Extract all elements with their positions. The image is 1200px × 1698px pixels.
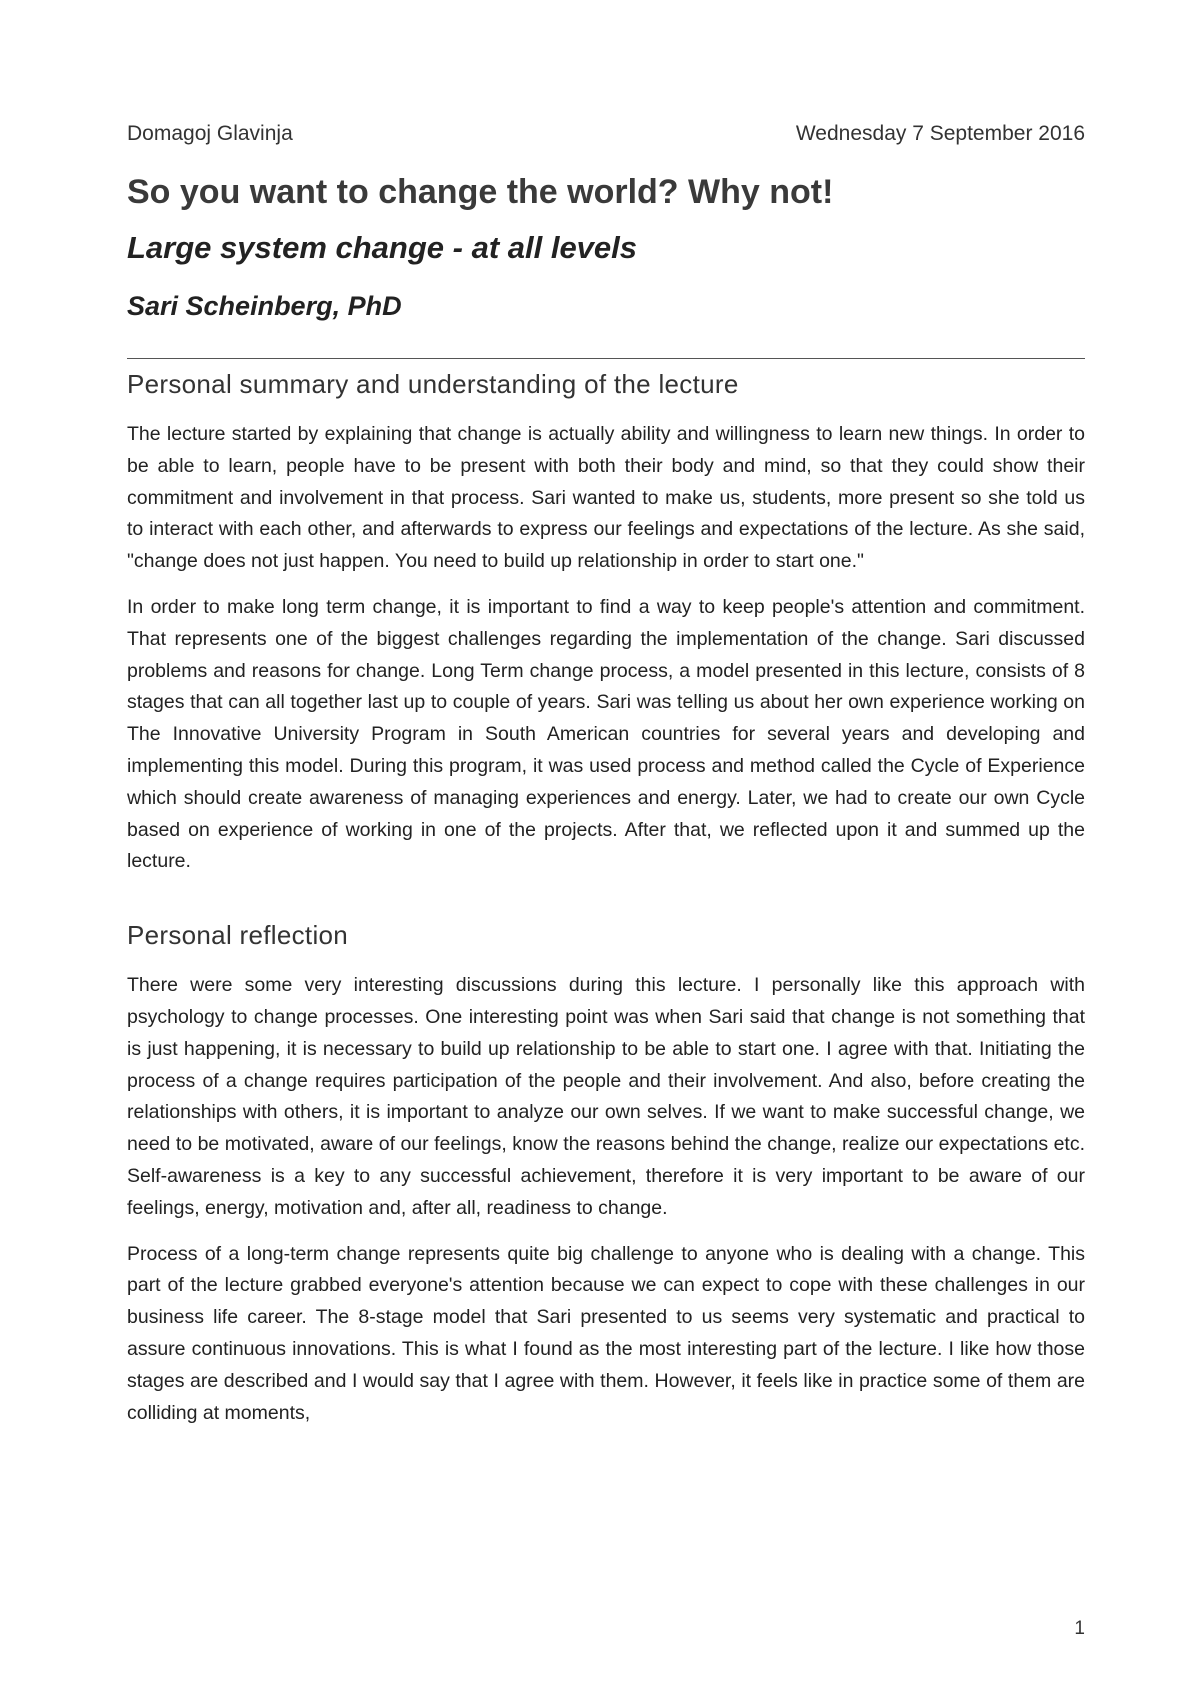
section-heading: Personal summary and understanding of the lecture: [127, 369, 739, 399]
page-content: [127, 120, 1085, 1429]
section-reflection: [127, 918, 1085, 1429]
paragraph: In order to make long term change, it is important to find a way to keep people's attention and commitment. That represents one of the biggest challenges regarding the implementation of the change. Sari discussed problems and reasons for change. Long Term change process, a model presented in this lecture, consists of 8 stages that can all together last up to couple of years. Sari was telling us about her own experience working on The Innovative University Program in South American countries for several years and developing and implementing this model. During this program, it was used process and method called the Cycle of Experience which should create awareness of managing experiences and energy. Later, we had to create our own Cycle based on experience of working in one of the projects. After that, we reflected upon it and summed up the lecture.: [127, 595, 1085, 873]
title-divider: [127, 358, 1085, 359]
paragraph: Process of a long-term change represents quite big challenge to anyone who is dealing with a change. This part of the lecture grabbed everyone's attention because we can expect to cope with these challenges in our business life career. The 8-stage model that Sari presented to us seems very systematic and practical to assure continuous innovations. This is what I found as the most interesting part of the lecture. I like how those stages are described and I would say that I agree with them. However, it feels like in practice some of them are colliding at moments,: [127, 1242, 1085, 1424]
lecturer-name: Sari Scheinberg, PhD: [127, 291, 402, 321]
section-heading: Personal reflection: [127, 920, 349, 951]
document-subtitle: Large system change - at all levels: [127, 230, 638, 265]
section-summary: [127, 367, 1085, 878]
page-header: [127, 120, 1085, 148]
paragraph: There were some very interesting discussions during this lecture. I personally like this approach with psychology to change processes. One interesting point was when Sari said that change is not something that is just happening, it is necessary to build up relationship to be able to start one. I agree with that. Initiating the process of a change requires participation of the people and their involvement. And also, before creating the relationships with others, it is important to analyze our own selves. If we want to make successful change, we need to be motivated, aware of our feelings, know the reasons behind the change, realize our expectations etc. Self-awareness is a key to any successful achievement, therefore it is very important to be aware of our feelings, energy, motivation and, after all, readiness to change.: [127, 974, 1085, 1219]
document-title: So you want to change the world? Why not!: [127, 173, 834, 211]
page-number: 1: [1074, 1618, 1085, 1639]
paragraph: The lecture started by explaining that change is actually ability and willingness to learn new things. In order to be able to learn, people have to be present with both their body and mind, so that they could show their commitment and involvement in that process. Sari wanted to make us, students, more present so she told us to interact with each other, and afterwards to express our feelings and expectations of the lecture. As she said, "change does not just happen. You need to build up relationship in order to start one.": [127, 423, 1085, 573]
header-author: Domagoj Glavinja: [127, 122, 293, 145]
header-date: Wednesday 7 September 2016: [795, 122, 1085, 145]
